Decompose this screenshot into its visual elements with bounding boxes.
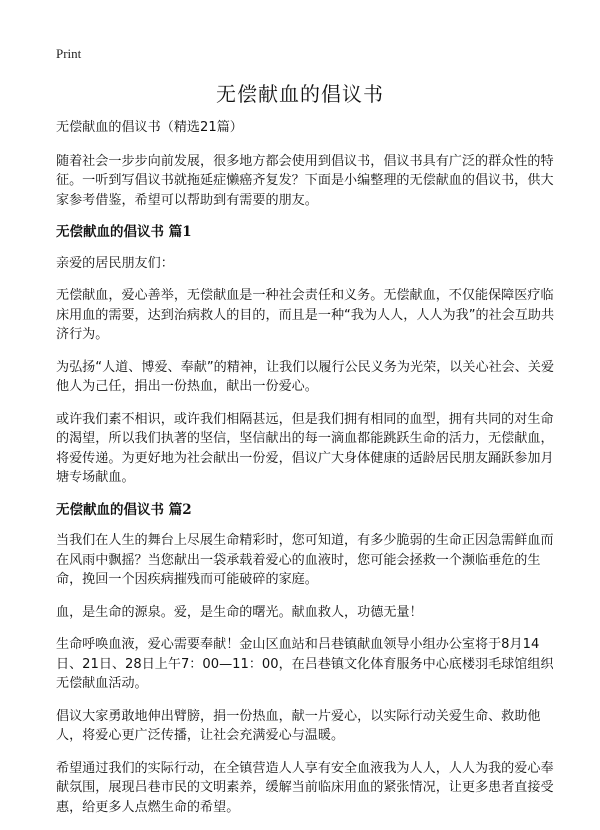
document-subtitle: 无偿献血的倡议书（精选21篇）	[56, 120, 243, 135]
section-1-paragraph: 无偿献血，爱心善举，无偿献血是一种社会责任和义务。无偿献血，不仅能保障医疗临床用血的需要，达到治病救人的目的，而且是一种“我为人人，人人为我”的社会互助共济行为。	[56, 288, 555, 342]
section-1-paragraph: 或许我们素不相识，或许我们相隔甚远，但是我们拥有相同的血型，拥有共同的对生命的渴望，所以我们执著的坚信，坚信献出的每一滴血都能跳跃生命的活力，无偿献血，将爱传递。为更好地为社会献出一份爱，倡议广大身体健康的适龄居民朋友踊跃参加月塘专场献血。	[56, 411, 554, 485]
section-2-paragraph: 当我们在人生的舞台上尽展生命精彩时，您可知道，有多少脆弱的生命正因急需鲜血而在风雨中飘摇？当您献出一袋承载着爱心的血液时，您可能会拯救一个濒临垂危的生命，挽回一个因疾病摧残而可能破碎的家庭。	[56, 533, 554, 587]
print-link[interactable]: Print	[56, 46, 82, 61]
section-heading-1: 无偿献血的倡议书 篇1	[56, 224, 192, 240]
section-2-paragraph: 倡议大家勇敢地伸出臂膀，捐一份热血，献一片爱心，以实际行动关爱生命、救助他人，将爱心更广泛传播，让社会充满爱心与温暖。	[56, 708, 541, 743]
intro-paragraph: 随着社会一步步向前发展，很多地方都会使用到倡议书，倡议书具有广泛的群众性的特征。一听到写倡议书就拖延症懒癌齐复发？下面是小编整理的无偿献血的倡议书，供大家参考借鉴，希望可以帮助到有需要的朋友。	[56, 153, 554, 208]
section-heading-2: 无偿献血的倡议书 篇2	[56, 501, 192, 518]
section-1-paragraph: 亲爱的居民朋友们：	[56, 255, 174, 271]
section-2-paragraph: 血，是生命的源泉。爱，是生命的曙光。献血救人，功德无量！	[56, 604, 423, 620]
section-1-paragraph: 为弘扬“人道、博爱、奉献”的精神，让我们以履行公民义务为光荣，以关心社会、关爱他人为己任，捐出一份热血，献出一份爱心。	[56, 359, 555, 394]
section-2-paragraph: 生命呼唤血液，爱心需要奉献！金山区血站和吕巷镇献血领导小组办公室将于8月14日、21日、28日上午7：00—11：00，在吕巷镇文化体育服务中心底楼羽毛球馆组织无偿献血活动。	[56, 637, 554, 691]
page-title: 无偿献血的倡议书	[216, 82, 384, 106]
section-2-paragraph: 希望通过我们的实际行动，在全镇营造人人享有安全血液我为人人，人人为我的爱心奉献氛围，展现吕巷市民的文明素养，缓解当前临床用血的紧张情况，让更多患者直接受惠，给更多人点燃生命的希望。	[56, 760, 554, 815]
document-body	[56, 118, 556, 830]
